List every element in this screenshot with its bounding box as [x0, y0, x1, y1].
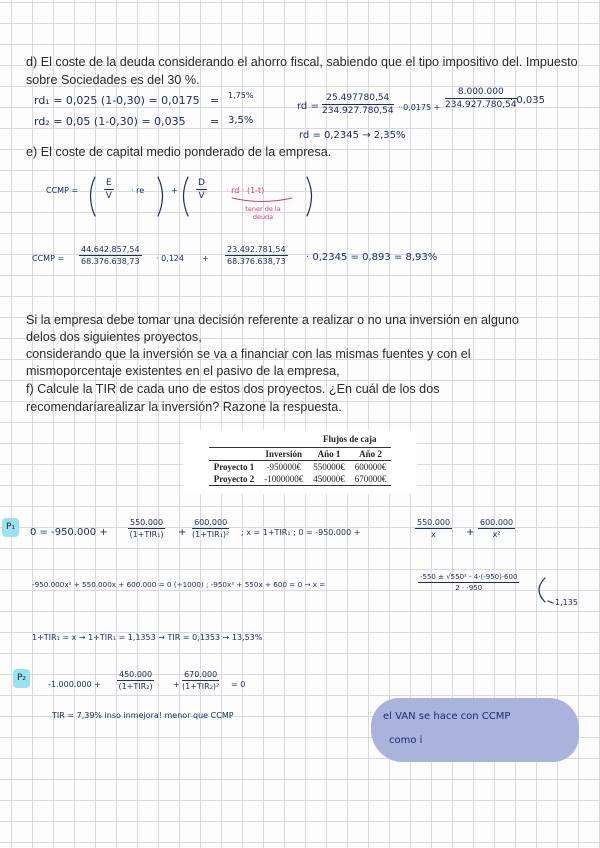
- ccmp-plus: +: [171, 186, 178, 195]
- p1-sub: ; x = 1+TIR₁ ; 0 = -950.000 +: [241, 528, 361, 537]
- fraction-denominator: V: [198, 191, 205, 201]
- note-line-1: el VAN se hace con CCMP: [383, 711, 511, 722]
- p2-eq-end: = 0: [231, 680, 246, 689]
- tir1-line: 1+TIR₁ = x → 1+TIR₁ = 1,1353 → TIR = 0,1353 → 13,53%: [32, 633, 263, 642]
- question-d: d) El coste de la deuda considerando el ahorro fiscal, sabiendo que el tipo impositivo del. Impuesto sobre Sociedades es del 30 %.: [26, 55, 578, 87]
- rd2-line: rd₂ = 0,05 (1-0,30) = 0,035: [34, 115, 186, 128]
- fraction-denominator: 68.376.638,73: [227, 257, 286, 266]
- intro-line: delos dos siguientes proyectos,: [26, 330, 202, 344]
- ccmp-re: · re: [131, 186, 145, 195]
- question-e: e) El coste de capital medio ponderado de la empresa.: [26, 145, 332, 159]
- p2-badge: P₂: [13, 669, 30, 688]
- fraction-denominator: 234.927.780,54: [445, 100, 517, 110]
- fraction-numerator: -550 ± √550² - 4·(-950)·600: [420, 573, 518, 581]
- intro-line: f) Calcule la TIR de cada uno de estos dos proyectos. ¿En cuál de los dos: [26, 382, 440, 396]
- intro-line: considerando que la inversión se va a financiar con las mismas fuentes y con el: [26, 347, 471, 361]
- fraction-denominator: 68.376.638,73: [81, 257, 140, 266]
- cmp-plus: +: [202, 254, 209, 263]
- table-cell: -1000000€: [264, 474, 304, 484]
- fraction-denominator: x: [431, 530, 436, 539]
- fraction-denominator: (1+TIR₂)²: [182, 682, 220, 691]
- fraction-denominator: 2 · -950: [455, 584, 483, 592]
- fraction-denominator: (1+TIR₁)²: [192, 530, 230, 539]
- cmp-mid: · 0,124: [156, 254, 184, 263]
- fraction-numerator: D: [198, 178, 205, 188]
- rd2-eq: =: [210, 115, 220, 128]
- fraction-numerator: 600.000: [192, 518, 229, 529]
- p1-badge: P₁: [2, 518, 19, 537]
- cmp-label: CCMP =: [32, 254, 65, 263]
- rd2-pct: 3,5%: [228, 115, 254, 126]
- p2-plus: +: [173, 680, 180, 689]
- paren-left-2: [184, 177, 189, 216]
- table-cell: 600000€: [354, 462, 387, 472]
- rd-label: rd =: [297, 101, 319, 112]
- table-cell: 670000€: [354, 474, 387, 484]
- p1-plus: +: [178, 527, 187, 538]
- paren-right-1: [158, 177, 163, 216]
- fraction-numerator: 25.497780,54: [322, 93, 394, 105]
- group-header: Flujos de caja: [323, 434, 377, 444]
- p1-eq-start: 0 = -950.000 +: [30, 527, 108, 538]
- col-header: Año 1: [317, 449, 341, 459]
- intro-line: Si la empresa debe tomar una decisión referente a realizar o no una inversión en alguno: [26, 313, 519, 327]
- paren-left-1: [91, 177, 96, 216]
- fraction-denominator: (1+TIR₂): [118, 682, 153, 691]
- fraction-numerator: 600.000: [480, 518, 514, 527]
- underline-deuda: [232, 198, 292, 202]
- fraction-numerator: 23.492.781,54: [227, 245, 286, 254]
- cmp-end: · 0,2345 = 0,893 = 8,93%: [306, 252, 438, 263]
- rd1-pct: 1,75%: [228, 91, 254, 100]
- fraction-numerator: 8.000.000: [445, 87, 517, 99]
- intro-line: recomendaríarealizar la inversión? Razone la respuesta.: [26, 400, 342, 414]
- table-cell: -950000€: [266, 462, 302, 472]
- ccmp-note: tener de la deuda: [245, 205, 281, 221]
- note-line-2: como i: [389, 735, 423, 746]
- rd-result: rd = 0,2345 → 2,35%: [299, 130, 406, 141]
- table-cell: Proyecto 1: [213, 462, 255, 472]
- table-cell: 550000€: [313, 462, 345, 472]
- fraction-numerator: 670.000: [182, 670, 219, 681]
- fraction-numerator: 44.642.857,54: [81, 245, 140, 254]
- quad-line: -950.000x² + 550.000x + 600.000 = 0 (÷1000) ; -950x² + 550x + 600 = 0 → x =: [32, 580, 326, 589]
- p1-plus-2: +: [466, 527, 475, 538]
- ccmp-rd: · rd · (1-t): [226, 186, 265, 195]
- table-cell: Proyecto 2: [213, 474, 255, 484]
- rd1-eq: =: [210, 94, 220, 107]
- fraction-numerator: E: [106, 178, 112, 188]
- fraction-denominator: (1+TIR₁): [129, 530, 164, 539]
- paren-right-2: [307, 177, 312, 216]
- fraction-denominator: x²: [492, 530, 501, 539]
- rd-end: · 0,035: [510, 95, 545, 106]
- tir2-line: TIR = 7,39% inso inmejora! menor que CCMP: [52, 711, 234, 720]
- quad-result: 1,135: [555, 598, 578, 607]
- ccmp-label: CCMP =: [46, 186, 79, 195]
- fraction-numerator: 450.000: [119, 670, 153, 679]
- rd1-line: rd₁ = 0,025 (1-0,30) = 0,0175: [34, 94, 200, 107]
- fraction-numerator: 550.000: [417, 518, 451, 527]
- table-cell: 450000€: [313, 474, 345, 484]
- fraction-denominator: 234.927.780,54: [322, 106, 394, 116]
- result-arrow: [548, 601, 553, 603]
- col-header: Año 2: [359, 449, 382, 459]
- p2-eq-start: -1.000.000 +: [48, 680, 101, 689]
- col-header: Inversión: [265, 449, 303, 459]
- root-brace: [539, 578, 545, 602]
- intro-line: mismoporcentaje existentes en el pasivo de la empresa,: [26, 364, 340, 378]
- fraction-denominator: V: [105, 191, 112, 201]
- fraction-numerator: 550.000: [130, 518, 164, 527]
- rd-mid: · 0,0175 +: [398, 103, 441, 112]
